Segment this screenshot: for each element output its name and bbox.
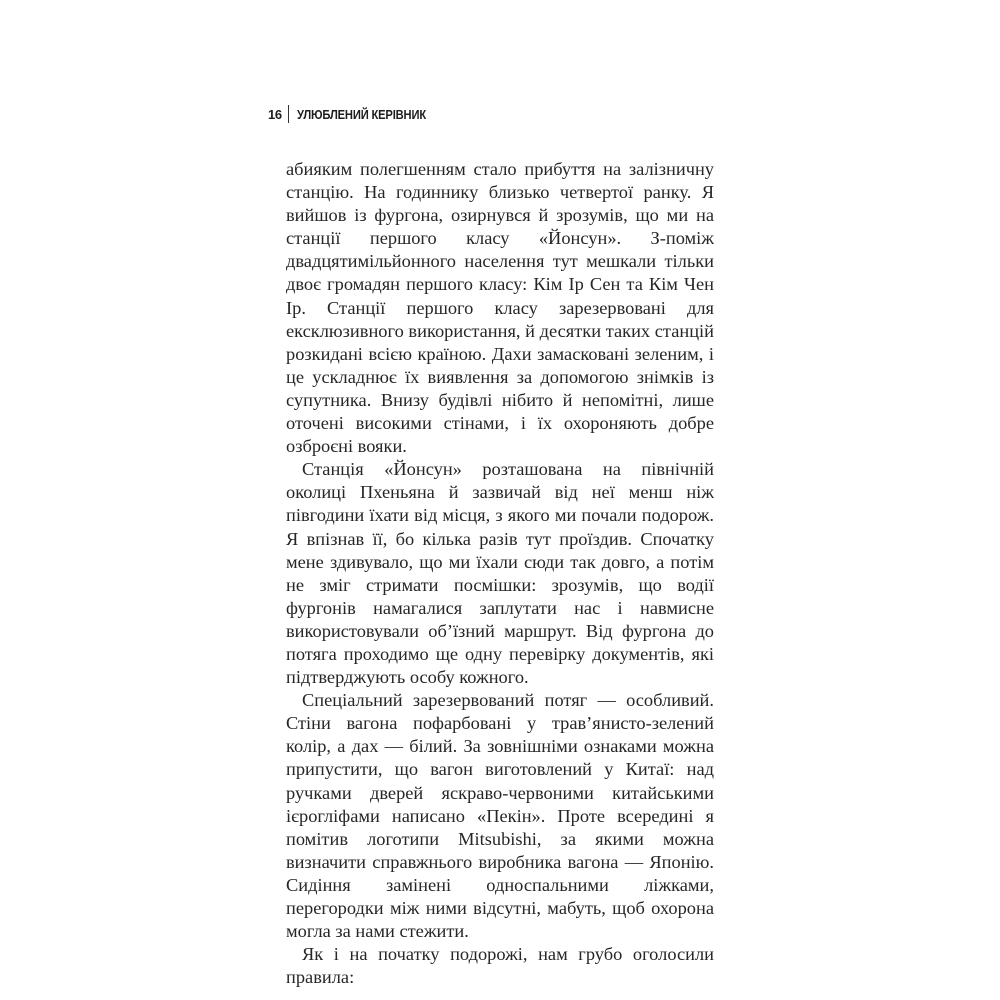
header-divider [288, 105, 289, 123]
paragraph-3: Спеціальний зарезервований потяг — особливий. Стіни вагона пофарбовані у трав’янисто-зелений колір, а дах — білий. За зовнішніми ознаками можна припустити, що вагон виготовлений у Китаї: над ручками дверей яскраво-червоними китайськими ієрогліфами написано «Пекін». Проте всередині я помітив логотипи Mitsubishi, за якими можна визначити справжнього виробника вагона — Японію. Сидіння замінені односпальними ліжками, перегородки між ними відсутні, мабуть, щоб охорона могла за нами стежити. [286, 690, 714, 942]
body-text [286, 158, 714, 989]
paragraph-2: Станція «Йонсун» розташована на північній околиці Пхеньяна й зазвичай від неї менш ніж півгодини їхати від місця, з якого ми почали подорож. Я впізнав її, бо кілька разів тут проїздив. Спочатку мене здивувало, що ми їхали сюди так довго, а потім не зміг стримати посмішки: зрозумів, що водії фургонів намагалися заплутати нас і навмисне використовували об’їзний маршрут. Від фургона до потяга проходимо ще одну перевірку документів, які підтверджують особу кожного. [286, 459, 714, 688]
running-title: УЛЮБЛЕНИЙ КЕРІВНИК [296, 106, 426, 122]
running-header [268, 104, 447, 124]
page-number: 16 [268, 106, 282, 122]
paragraph-4: Як і на початку подорожі, нам грубо оголосили правила: [286, 944, 714, 988]
paragraph-1: абияким полегшенням стало прибуття на залізничну станцію. На годиннику близько четвертої ранку. Я вийшов із фургона, озирнувся й зрозумів, що ми на станції першого класу «Йонсун». З-поміж двадцятимільйонного населення тут мешкали тільки двоє громадян першого класу: Кім Ір Сен та Кім Чен Ір. Станції першого класу зарезервовані для ексклюзивного використання, й десятки таких станцій розкидані всією країною. Дахи замасковані зеленим, і це ускладнює їх виявлення за допомогою знімків із супутника. Внизу будівлі нібито й непомітні, лише оточені високими стінами, і їх охороняють добре озброєні вояки. [286, 159, 714, 457]
